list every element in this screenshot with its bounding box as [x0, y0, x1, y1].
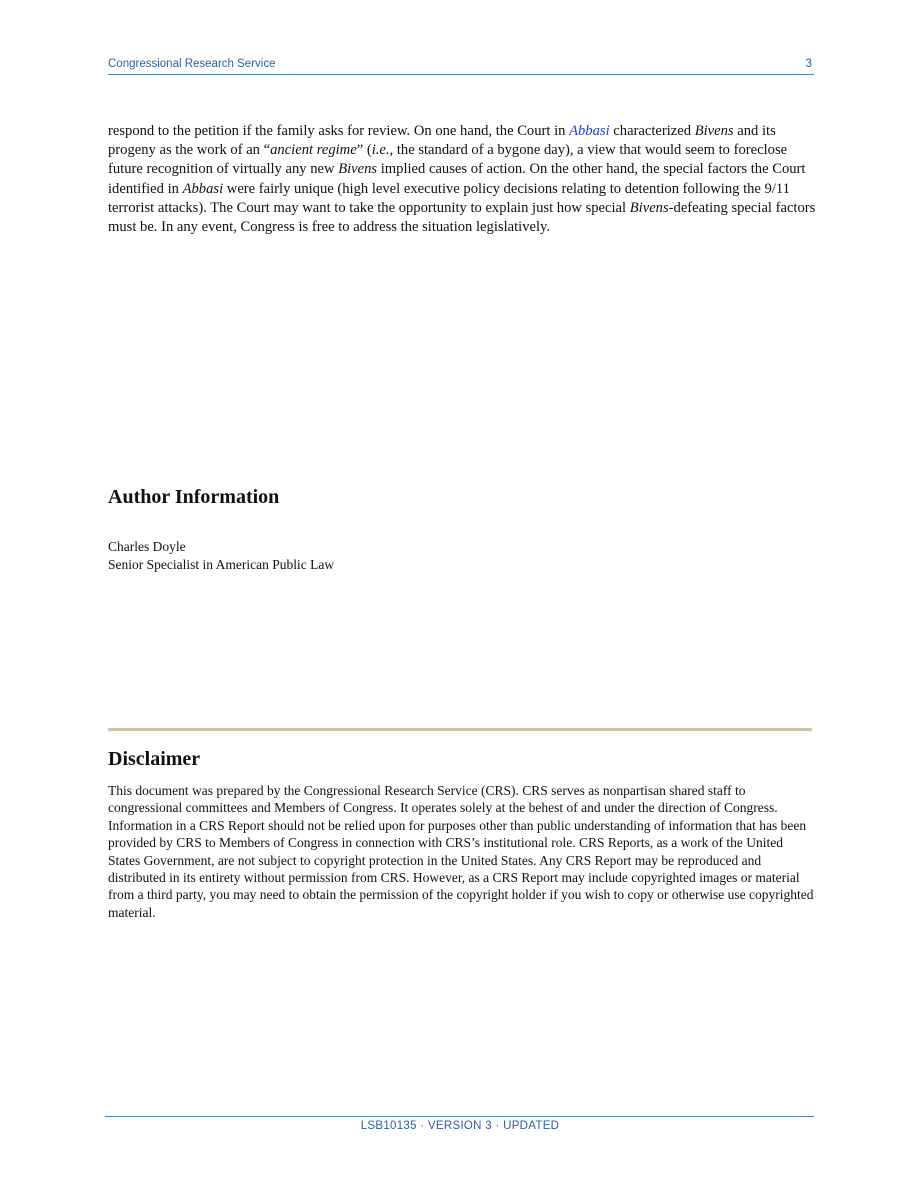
author-title: Senior Specialist in American Public Law — [108, 556, 335, 572]
text-span: characterized — [609, 123, 695, 139]
text-span: , the standard of a bygone day), a view that would seem to foreclose future recognition of virtually any new — [108, 142, 788, 178]
author-block — [108, 538, 334, 573]
text-span: respond to the petition if the family asks for review. On one hand, the Court in — [108, 123, 570, 139]
case-name: Abbasi — [182, 180, 224, 197]
header-title: Congressional Research Service — [108, 58, 276, 70]
section-divider — [108, 728, 812, 731]
text-span: -defeating special factors must be. In any event, Congress is free to address the situation legislatively. — [108, 199, 816, 236]
quote-term: ancient regime — [270, 142, 357, 159]
footer-rule — [105, 1116, 814, 1117]
text-span: were fairly unique (high level executive policy decisions relating to detention following the 9/11 terrorist attacks). The Court may want to take the opportunity to explain just how special — [108, 180, 790, 216]
abbrev: i.e. — [371, 142, 390, 159]
text-span: and its progeny as the work of an “ — [108, 123, 776, 159]
footer-text: LSB10135 · VERSION 3 · UPDATED — [360, 1120, 560, 1132]
disclaimer-text: This document was prepared by the Congressional Research Service (CRS). CRS serves as nonpartisan shared staff to congressional committees and Members of Congress. It operates solely at the behest of and under the direction of Congress. Information in a CRS Report should not be relied upon for purposes other than public understanding of information that has been provided by CRS to Members of Congress in connection with CRS’s institutional role. CRS Reports, as a work of the United States Government, are not subject to copyright protection in the United States. Any CRS Report may be reproduced and distributed in its entirety without permission from CRS. However, as a CRS Report may include copyrighted images or material from a third party, you may need to obtain the permission of the copyright holder if you wish to copy or otherwise use copyrighted material. — [108, 783, 814, 920]
author-heading: Author Information — [108, 486, 280, 508]
body-paragraph — [108, 122, 816, 237]
case-name: Bivens — [629, 199, 669, 216]
abbasi-link[interactable]: Abbasi — [569, 123, 610, 139]
disclaimer-heading: Disclaimer — [108, 748, 201, 770]
page-number: 3 — [805, 58, 812, 70]
text-span: ” ( — [356, 142, 372, 159]
page-header — [108, 58, 814, 75]
case-name: Bivens — [694, 123, 734, 139]
author-name: Charles Doyle — [108, 539, 186, 554]
text-span: implied causes of action. On the other hand, the special factors the Court identified in — [108, 161, 806, 197]
case-name: Bivens — [338, 161, 378, 178]
